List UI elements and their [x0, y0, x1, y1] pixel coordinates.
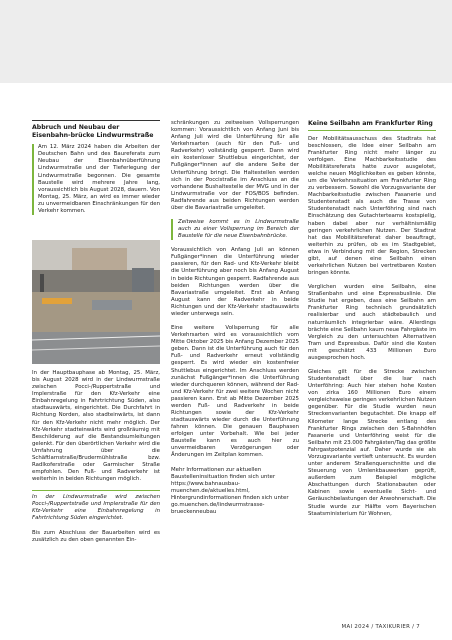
article-heading-seilbahn: Keine Seilbahn am Frankfurter Ring — [308, 120, 436, 131]
page-footer: MAI 2024 / TAXIKURIER / 7 — [341, 624, 420, 630]
column-right — [308, 120, 436, 525]
column-middle — [171, 120, 299, 523]
paragraph: Verglichen wurden eine Seilbahn, eine Straßenbahn und eine Expressbuslinie. Die Studie hat ergeben, dass eine Seilbahn am Frankfurter Ring technisch grundsätzlich realisierbar und auch städtebaulich und naturräumlich integrierbar wäre. Allerdings brächte eine Seilbahn kaum neue Fahrgäste im Vergleich zu den untersuchten Alternativen Tram und Expressbus. Dafür sind die Kosten mit geschätzt 433 Millionen Euro ausgesprochen hoch. — [308, 284, 436, 361]
top-band — [0, 0, 452, 83]
column-left-lower — [32, 370, 160, 551]
paragraph: schränkungen zu zeitweisen Vollsperrungen kommen: Voraussichtlich von Anfang Juni bis Anfang Juli wird die Unterführung für alle Verkehrsarten (auch für den Fuß- und Radverkehr) vollständig gesperrt. Dann wird ein kostenloser Shuttlebus eingerichtet, der Fußgänger*innen auf die andere Seite der Unterführung bringt. Die Haltestellen werden sich in der Poccistraße im Anschluss an die vorhandene Bushaltestelle der MVG und in der Lindwurmstraße vor der FOS/BOS befinden. Radfahrende aus beiden Richtungen werden über die Bavariastraße umgeleitet. — [171, 120, 299, 211]
paragraph: Bis zum Abschluss der Bauarbeiten wird es zusätzlich zu den oben genannten Ein- — [32, 529, 160, 543]
article-heading-bridge: Abbruch und Neubau der Eisenbahn-brücke Lindwurmstraße — [32, 120, 160, 139]
construction-photo — [32, 240, 160, 364]
paragraph: Eine weitere Vollsperrung für alle Verkehrsarten wird es voraussichtlich vom Mitte Oktober 2025 bis Anfang Dezember 2025 geben. Dann ist die Unterführung auch für den Fuß- und Radverkehr erneut vollständig gesperrt. Es wird wieder ein kostenfreier Shuttlebus eingerichtet. Im Anschluss werden zunächst Fußgänger*innen die Unterführung wieder durchqueren können, während der Rad- und Kfz-Verkehr für zwei weitere Wochen nicht passieren kann. Erst ab Mitte Dezember 2025 werden Fuß- und Radverkehr in beide Richtungen sowie der Kfz-Verkehr stadtauswärts wieder durch die Unterführung fahren können. Die genauen Bauphasen erfolgen unter Vorbehalt. Wie bei jeder Baustelle kann es auch hier zu unvermeidbaren Verzögerungen oder Änderungen im Zeitplan kommen. — [171, 325, 299, 459]
paragraph: Der Mobilitätsausschuss des Stadtrats hat beschlossen, die Idee einer Seilbahn am Frankfurter Ring nicht mehr länger zu verfolgen. Eine Machbarkeitsstudie des Mobilitätsreferats hatte zuvor ausgelotet, welche neuen Möglichkeiten es geben könnte, um die Verkehrssituation am Frankfurter Ring zu verbessern. Sowohl die Vorzugsvariante der Machbarkeitsstudie zwischen Fasanerie und Studentenstadt als auch die Trasse von Studentenstadt nach Unterföhring sind nach Einschätzung des Gutachterteams kostspielig, haben dabei aber nur verhältnismäßig geringen verkehrlichen Nutzen. Der Stadtrat hat das Mobilitätsreferat daher beauftragt, weiterhin zu prüfen, ob es im Stadtgebiet, etwa in Verbindung mit der Region, Strecken gibt, auf denen eine Seilbahn einen verkehrlichen Nutzen bei vertretbaren Kosten bringen könnte. — [308, 135, 436, 277]
paragraph: Mehr Informationen zur aktuellen Baustelleninsituation finden sich unter https://www.bahnausbau-muenchen.de/aktuelles.html, Hintergrundinformationen finden sich unter go.muenchen.de/lindwurmstrasse-brueckenneubau — [171, 466, 289, 515]
paragraph: Gleiches gilt für die Strecke zwischen Studentenstadt über die Isar nach Unterföhring: Auch hier stehen hohe Kosten von zirka 160 Millionen Euro einem vergleichsweise geringen verkehrlichen Nutzen gegenüber. Für die Studie wurden neun Streckenvarianten begutachtet. Die knapp elf Kilometer lange Strecke entlang des Frankfurter Rings zwischen den S-Bahnhöfen Fasanerie und Unterföhring weist für die Seilbahn mit 23.000 Fahrgästen/Tag das größte Fahrgastpotenzial auf. Daher wurde sie als Vorzugsvariante vertieft untersucht. Es wurden unter anderem Straßenquerschnitte und die Steuerung von Umlenkbauwerken geprüft, außerdem zum Beispiel mögliche Abschattungen durch Stationsbauten oder Kabinen sowie eventuelle Sicht- und Geräuschbelastungen der Anwohnerschaft. Die Studie wurde zur Hälfte vom Bayerischen Staatsministerium für Wohnen, — [308, 369, 436, 517]
paragraph: Voraussichtlich von Anfang Juli an können Fußgänger*innen die Unterführung wieder passieren, für den Rad- und Kfz-Verkehr bleibt die Unterführung aber noch bis Anfang August in beide Richtungen gesperrt. Radfahrende aus beiden Richtungen werden über die Bavariastraße umgeleitet. Erst ab Anfang August kann der Radverkehr in beide Richtungen und der Kfz-Verkehr stadtauswärts wieder unterwegs sein. — [171, 247, 299, 317]
pull-quote: In der Lindwurmstraße wird zwischen Pocci-/Ruppertstraße und Implerstraße für den Kfz-Verkehr eine Einbahnregelung in Fahrtrichtung Süden eingerichtet. — [32, 490, 160, 522]
column-left — [32, 120, 160, 222]
paragraph: In der Hauptbauphase ab Montag, 25. März, bis August 2028 wird in der Lindwurmstraße zwischen Pocci-/Ruppertstraße und Implerstraße für den Kfz-Verkehr eine Einbahnregelung in Fahrtrichtung Süden, also stadtauswärts, eingerichtet. Die Durchfahrt in Richtung Norden, also stadteinwärts, ist dann für den Kfz-Verkehr nicht mehr möglich. Der Kfz-Verkehr stadteinwärts wird großräumig mit Beschilderung auf die Bestandsumleitungen gelenkt. Für den überörtlichen Verkehr wird die Umfahrung über die Schäftlarnstraße/Brudermühlstraße bzw. Radlkoferstraße oder Garmischer Straße empfohlen. Den Fuß- und Radverkehr ist weiterhin in beiden Richtungen möglich. — [32, 370, 160, 483]
lead-paragraph: Am 12. März 2024 haben die Arbeiten der Deutschen Bahn und des Baureferats zum Neubau der Eisenbahnüberführung Lindwurmstraße und der Tieferlegung der Lindwurmstraße begonnen. Die gesamte Baustelle wird mehrere Jahre lang, voraussichtlich bis August 2028, dauern. Von Montag, 25. März, an wird es immer wieder zu unvermeidbaren Einschränkungen für den Verkehr kommen. — [32, 144, 160, 215]
pull-quote: Zeitweise kommt es in Lindwurmstraße auch zu einer Vollsperrung im Bereich der Baustelle für die neue Eisenbahnbrücke. — [171, 219, 299, 240]
